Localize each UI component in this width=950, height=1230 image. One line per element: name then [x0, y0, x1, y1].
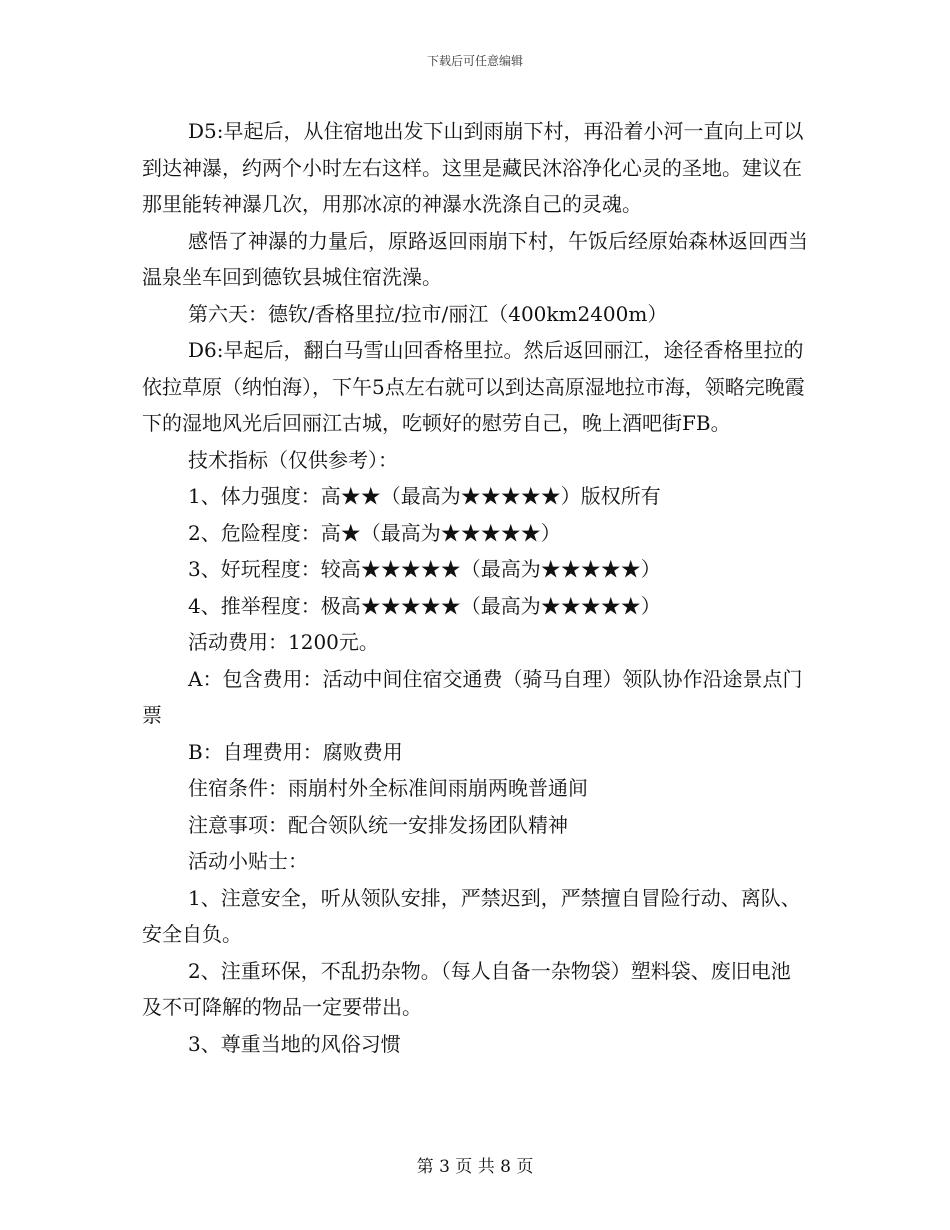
page-number: 第 3 页 共 8 页: [416, 1157, 534, 1177]
paragraph-tech-1: 1、体力强度：高★★（最高为★★★★★）版权所有: [188, 484, 661, 508]
paragraph-tech-2: 2、危险程度：高★（最高为★★★★★）: [188, 520, 561, 545]
paragraph-fee: 活动费用：1200元。: [188, 630, 379, 654]
paragraph-tip-1: 1、注意安全，听从领队安排，严禁迟到，严禁擅自冒险行动、离队、安全自负。: [142, 885, 801, 946]
paragraph-tips-heading: 活动小贴士：: [188, 849, 308, 873]
paragraph-fee-included: A：包含费用：活动中间住宿交通费（骑马自理）领队协作沿途景点门票: [142, 666, 803, 727]
paragraph-day6-title: 第六天：德钦/香格里拉/拉市/丽江（400km2400m）: [188, 301, 668, 326]
paragraph-lodging: 住宿条件：雨崩村外全标准间雨崩两晚普通间: [188, 776, 588, 800]
paragraph-tech-heading: 技术指标（仅供参考）：: [188, 447, 398, 472]
page-header: 下载后可任意编辑: [426, 54, 523, 68]
paragraph-notes: 注意事项：配合领队统一安排发扬团队精神: [188, 812, 568, 837]
paragraph-fee-self: B：自理费用：腐败费用: [188, 739, 403, 764]
paragraph-return: 感悟了神瀑的力量后，原路返回雨崩下村，午饭后经原始森林返回西当温泉坐车回到德钦县城住宿洗澡。: [142, 228, 808, 289]
paragraph-tip-3: 3、尊重当地的风俗习惯: [188, 1031, 401, 1056]
paragraph-tech-4: 4、推举程度：极高★★★★★（最高为★★★★★）: [188, 593, 661, 618]
paragraph-d5: D5:早起后，从住宿地出发下山到雨崩下村，再沿着小河一直向上可以到达神瀑，约两个小时左右这样。这里是藏民沐浴净化心灵的圣地。建议在那里能转神瀑几次，用那冰凉的神瀑水洗涤自己的灵魂。: [142, 119, 804, 216]
paragraph-tip-2: 2、注重环保，不乱扔杂物。（每人自备一杂物袋）塑料袋、废旧电池及不可降解的物品一定要带出。: [142, 958, 791, 1019]
paragraph-d6: D6:早起后，翻白马雪山回香格里拉。然后返回丽江，途径香格里拉的依拉草原（纳怕海），下午5点左右就可以到达高原湿地拉市海，领略完晚霞下的湿地风光后回丽江古城，吃顿好的慰劳自己，晚上酒吧街FB。: [142, 338, 805, 435]
paragraph-tech-3: 3、好玩程度：较高★★★★★（最高为★★★★★）: [188, 557, 661, 581]
document-body: [142, 113, 810, 1062]
